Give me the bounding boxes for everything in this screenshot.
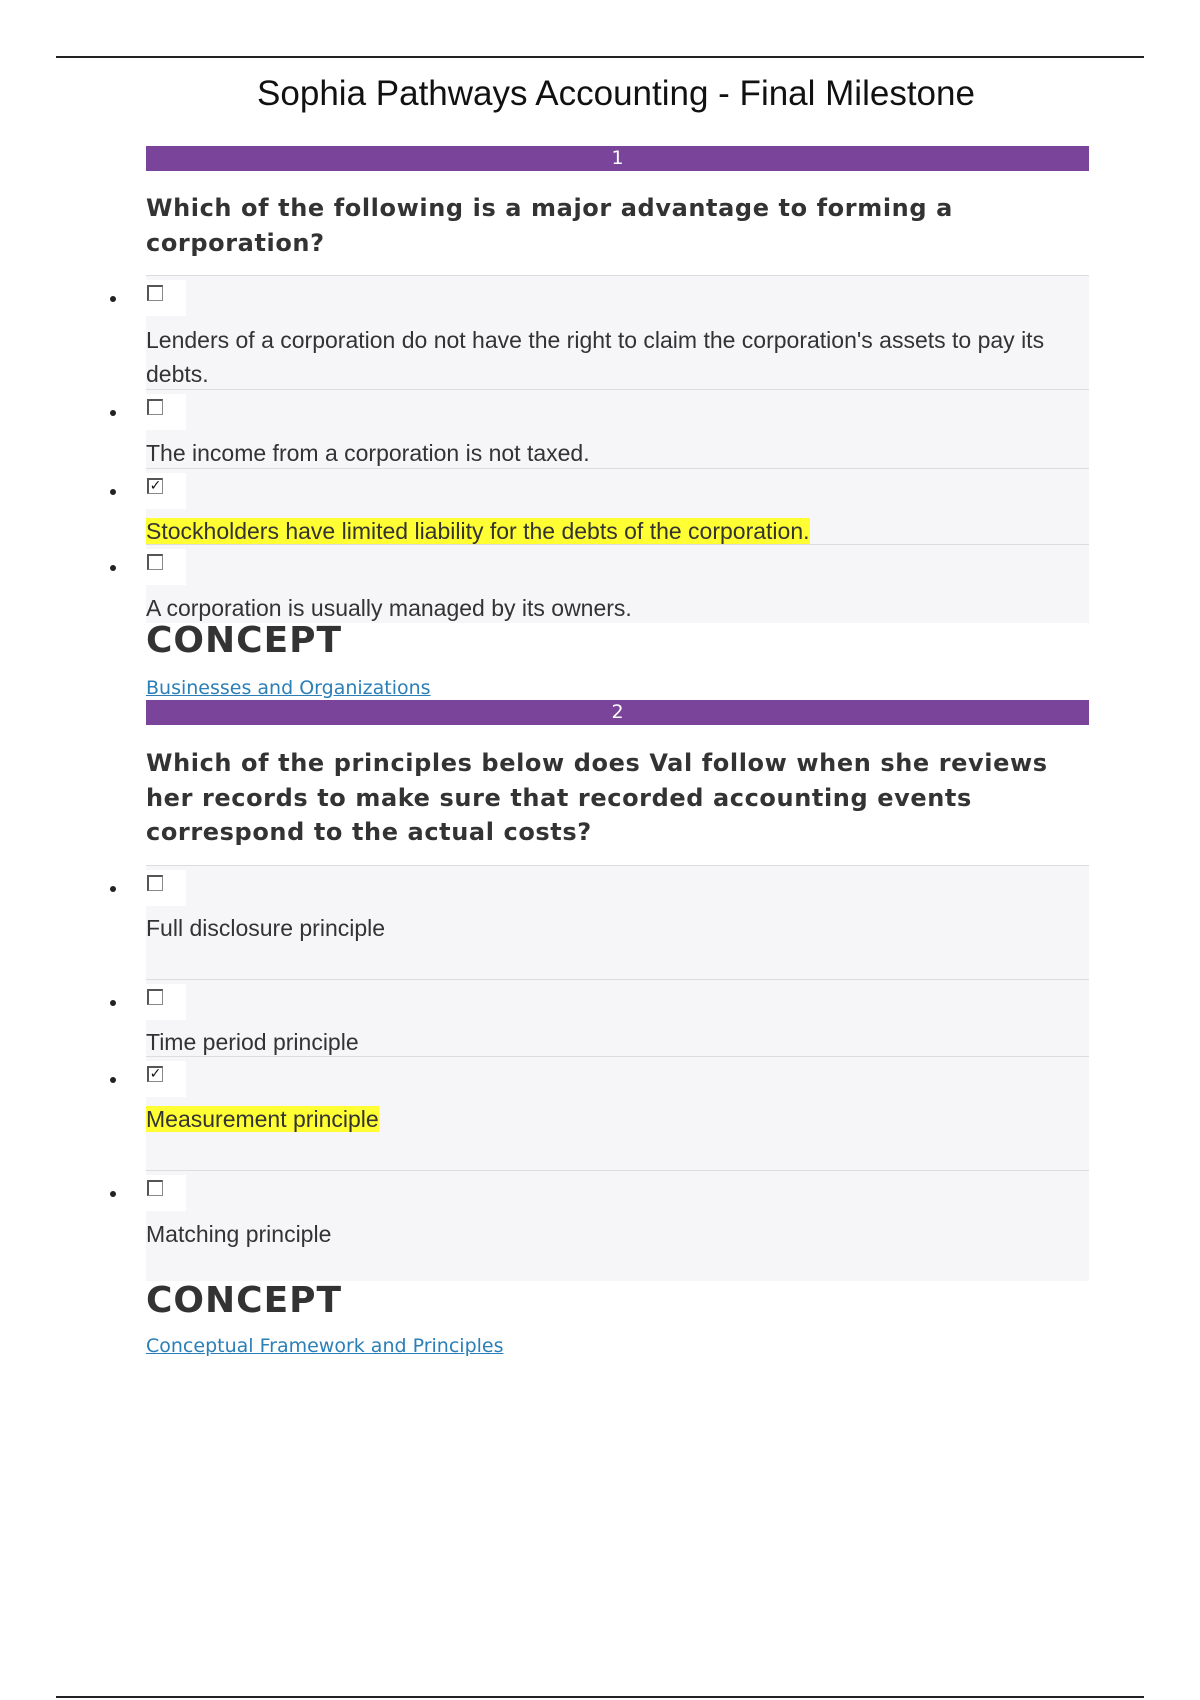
answer-option[interactable] (146, 865, 1089, 979)
checkbox-unchecked[interactable] (147, 875, 163, 891)
question-text: Which of the principles below does Val follow when she reviews her records to make sure that recorded accounting events correspond to the actual costs? (146, 749, 1048, 846)
concept-heading: CONCEPT (146, 1280, 343, 1321)
checkbox-unchecked[interactable] (147, 554, 163, 570)
bullet (110, 1000, 116, 1006)
answer-text: Lenders of a corporation do not have the right to claim the corporation's assets to pay its debts. (146, 327, 1045, 387)
answer-option[interactable] (146, 979, 1089, 1056)
answer-option[interactable] (146, 1170, 1089, 1281)
question-number-bar: 2 (146, 700, 1089, 725)
answer-text: Matching principle (146, 1221, 332, 1247)
checkbox-checked[interactable]: ✓ (147, 1066, 163, 1082)
checkbox-unchecked[interactable] (147, 399, 163, 415)
answer-option-selected[interactable] (146, 1056, 1089, 1170)
answer-option[interactable] (146, 544, 1089, 623)
bullet (110, 410, 116, 416)
answer-option-selected[interactable] (146, 468, 1089, 544)
bullet (110, 1077, 116, 1083)
checkbox-unchecked[interactable] (147, 989, 163, 1005)
concept-heading: CONCEPT (146, 620, 343, 661)
bullet (110, 1191, 116, 1197)
answer-text-correct: Stockholders have limited liability for the debts of the corporation. (146, 518, 810, 544)
answer-text: A corporation is usually managed by its owners. (146, 595, 632, 621)
top-rule (56, 56, 1144, 58)
bullet (110, 886, 116, 892)
answer-option[interactable] (146, 389, 1089, 468)
answer-text: The income from a corporation is not taxed. (146, 440, 590, 466)
answer-option[interactable] (146, 275, 1089, 389)
question-number-bar: 1 (146, 146, 1089, 171)
concept-link[interactable]: Conceptual Framework and Principles (146, 1335, 504, 1357)
document-title: Sophia Pathways Accounting - Final Milestone (257, 74, 975, 113)
answer-text: Full disclosure principle (146, 915, 386, 941)
question-text: Which of the following is a major advantage to forming a corporation? (146, 194, 953, 257)
answer-text: Time period principle (146, 1029, 359, 1055)
checkbox-unchecked[interactable] (147, 285, 163, 301)
bottom-rule (56, 1696, 1144, 1698)
bullet (110, 565, 116, 571)
checkbox-unchecked[interactable] (147, 1180, 163, 1196)
bullet (110, 296, 116, 302)
concept-link[interactable]: Businesses and Organizations (146, 677, 431, 699)
checkbox-checked[interactable]: ✓ (147, 478, 163, 494)
bullet (110, 489, 116, 495)
answer-text-correct: Measurement principle (146, 1106, 379, 1132)
